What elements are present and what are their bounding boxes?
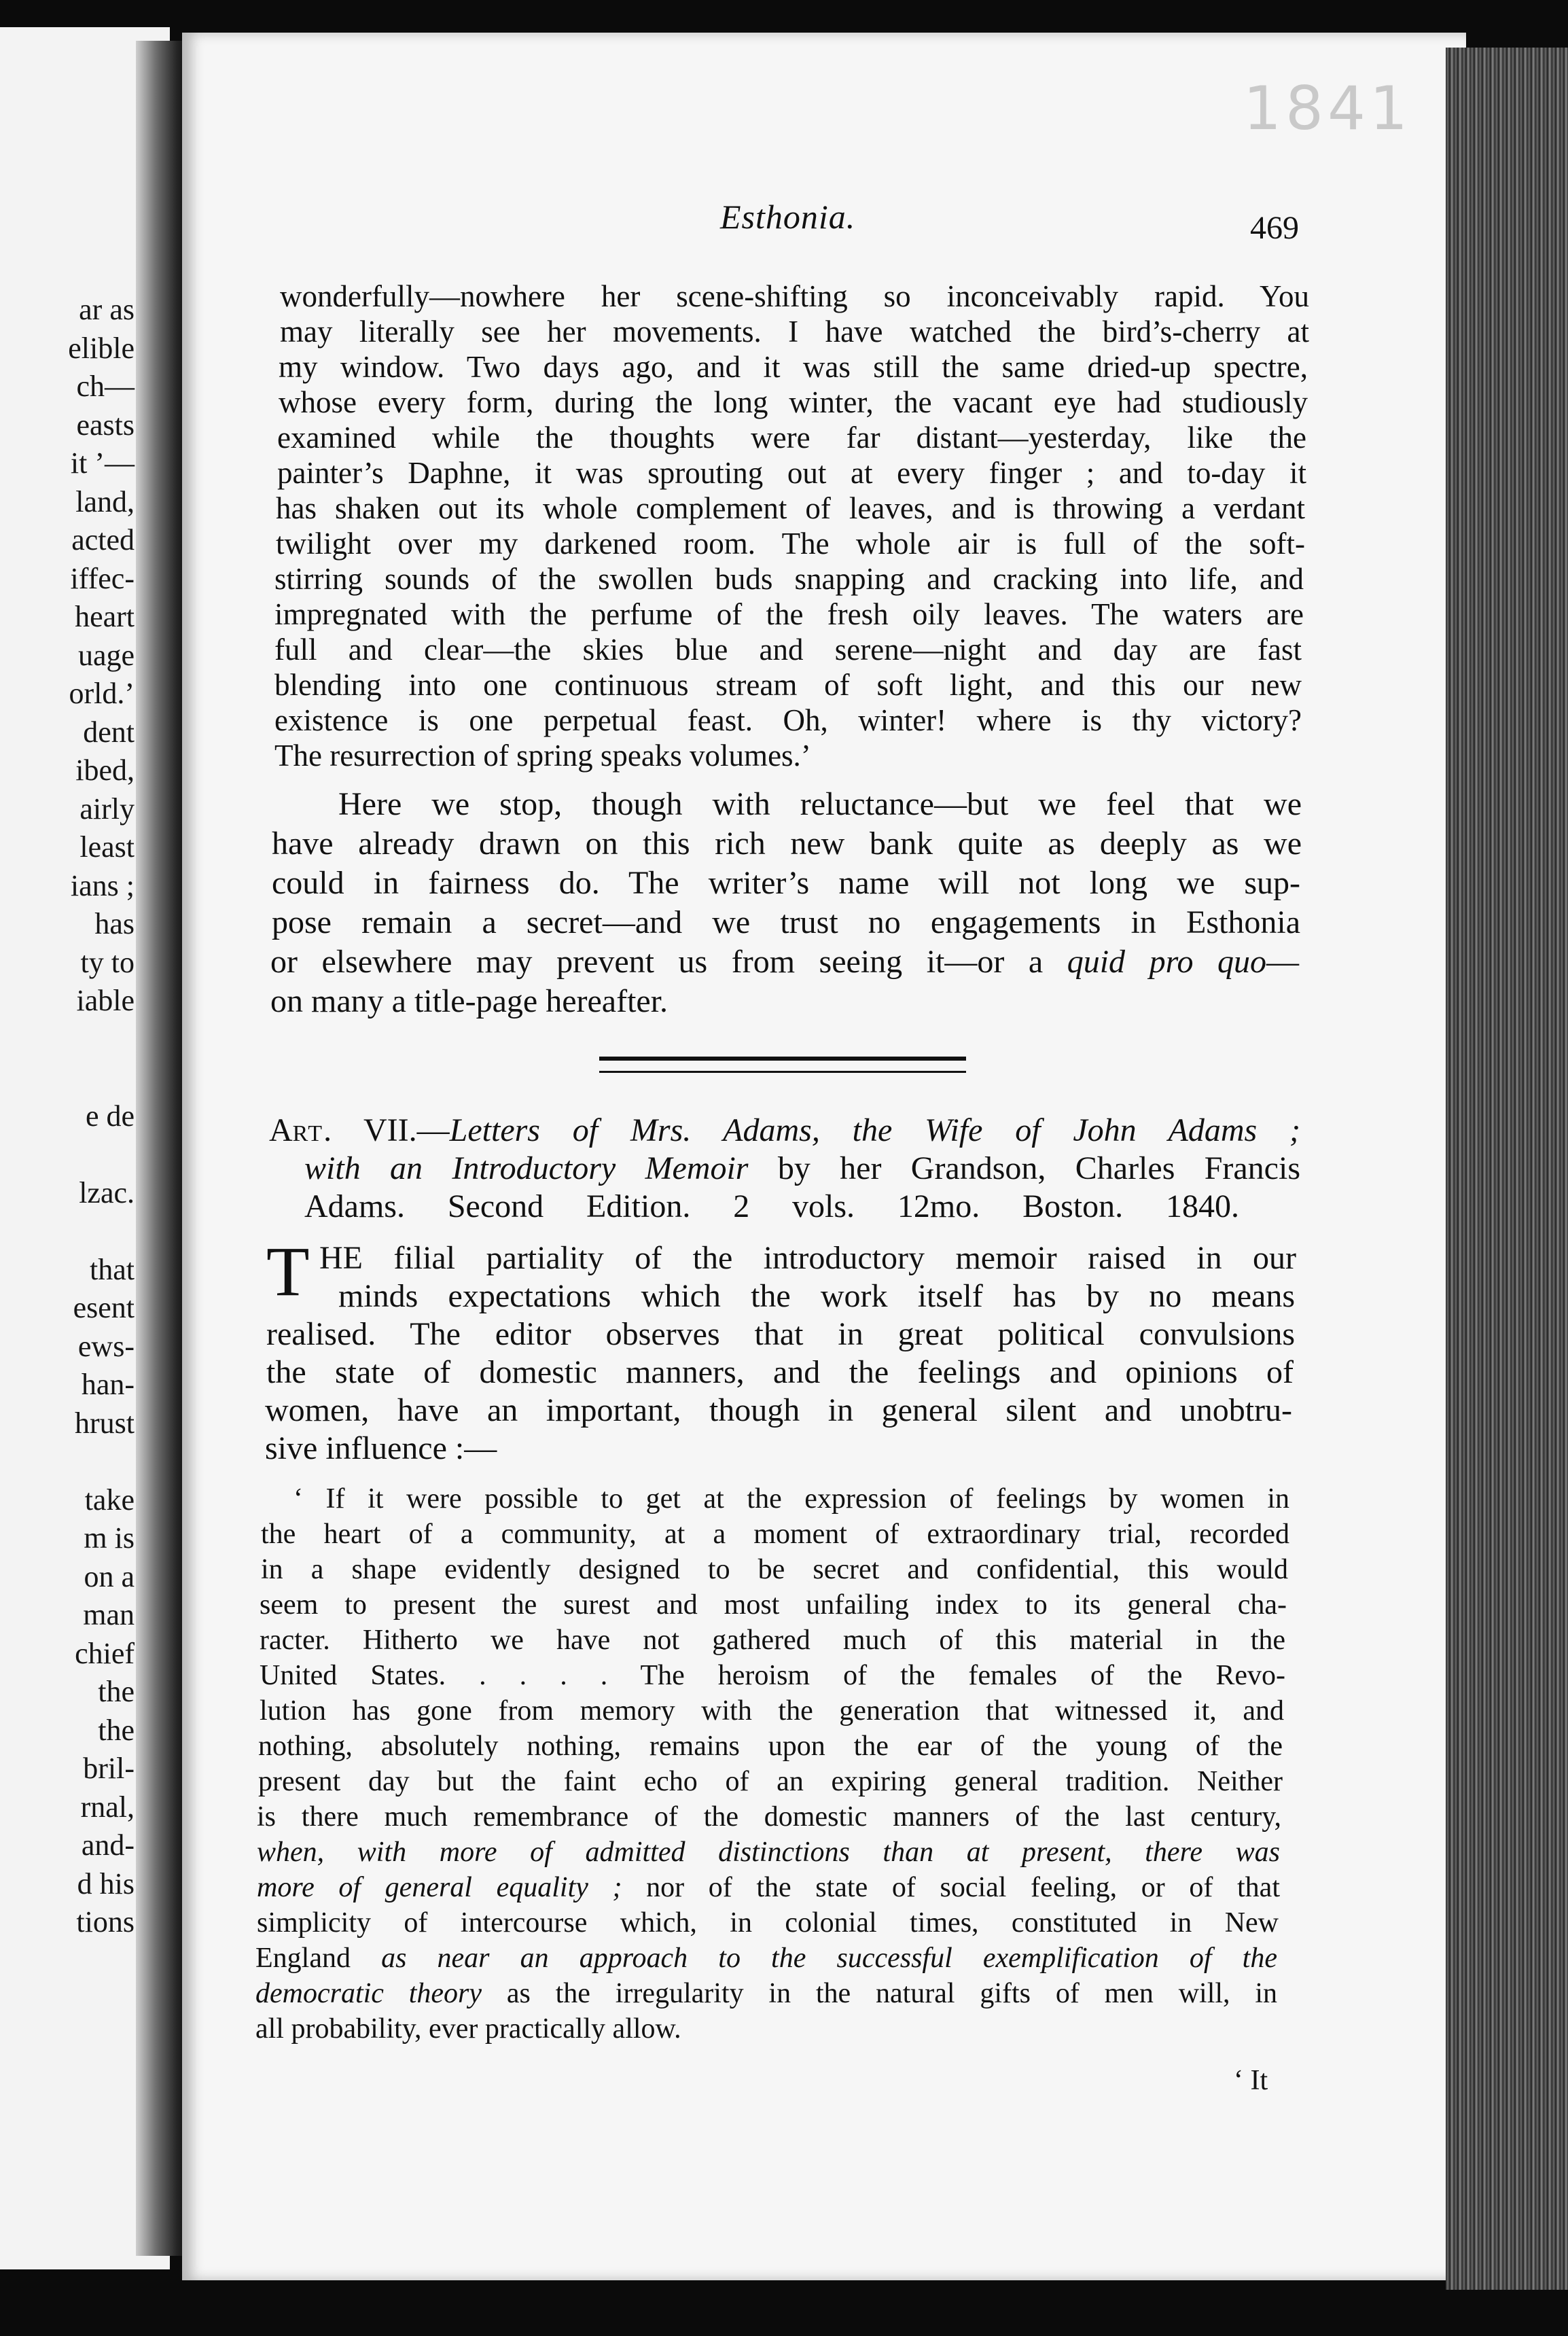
text-line: twilight over my darkened room. The whole air is full of the soft- xyxy=(276,527,1305,561)
left-page-fragment: airly xyxy=(79,792,135,826)
text-line: in a shape evidently designed to be secret and confidential, this would xyxy=(261,1554,1288,1585)
left-page-fragment: take xyxy=(84,1483,135,1517)
text-line: could in fairness do. The writer’s name will not long we sup- xyxy=(272,865,1300,901)
text-line: blending into one continuous stream of soft light, and this our new xyxy=(274,668,1302,702)
text-line: United States. . . . . The heroism of the females of the Revo- xyxy=(260,1660,1285,1691)
left-page-fragment: iffec- xyxy=(70,561,135,595)
text-line: on many a title-page hereafter. xyxy=(270,983,669,1019)
left-page-fragment: man xyxy=(83,1598,135,1631)
left-page-fragment: m is xyxy=(84,1521,135,1555)
text-line: England as near an approach to the successful exemplification of the xyxy=(255,1943,1277,1974)
text-line: lution has gone from memory with the generation that witnessed it, and xyxy=(260,1695,1284,1727)
left-page-fragment: the xyxy=(98,1713,135,1747)
left-page-fragment: dent xyxy=(83,715,135,749)
left-page-fragment: ibed, xyxy=(75,754,135,787)
text-line: Here we stop, though with reluctance—but we feel that we xyxy=(338,786,1302,822)
left-page-fragment: acted xyxy=(71,523,135,556)
left-page-fragment: ar as xyxy=(79,293,135,326)
left-page-fragment: hrust xyxy=(75,1406,135,1440)
article-heading: ART. VII.—Letters of Mrs. Adams, the Wife of John Adams ; xyxy=(269,1112,1300,1148)
text-line: racter. Hitherto we have not gathered much of this material in the xyxy=(260,1625,1285,1656)
text-line: the heart of a community, at a moment of extraordinary trial, recorded xyxy=(261,1519,1289,1550)
left-page-fragment: ty to xyxy=(80,945,135,979)
left-page-fragment: d his xyxy=(77,1866,135,1900)
text-line: pose remain a secret—and we trust no engagements in Esthonia xyxy=(272,904,1300,940)
text-line: democratic theory as the irregularity in the natural gifts of men will, in xyxy=(255,1978,1277,2009)
text-line: The resurrection of spring speaks volumes.’ xyxy=(274,739,811,773)
left-page-fragment: han- xyxy=(81,1368,135,1401)
page-number: 469 xyxy=(1250,210,1299,246)
text-line: whose every form, during the long winter, the vacant eye had studiously xyxy=(279,385,1308,419)
left-page-fragment: and- xyxy=(81,1828,135,1862)
left-page-fragment: orld.’ xyxy=(69,677,135,710)
left-page-fragment: uage xyxy=(77,638,135,672)
text-line: existence is one perpetual feast. Oh, winter! where is thy victory? xyxy=(274,703,1302,737)
text-line: or elsewhere may prevent us from seeing it—or a quid pro quo— xyxy=(270,944,1299,980)
running-title: Esthonia. xyxy=(720,198,856,236)
text-line: nothing, absolutely nothing, remains upon the ear of the young of the xyxy=(258,1731,1283,1762)
left-page-fragment: has xyxy=(94,907,135,940)
drop-cap: T xyxy=(266,1233,310,1311)
catchword: ‘ It xyxy=(1234,2065,1268,2096)
left-page-fragment: tions xyxy=(76,1905,135,1939)
left-page-fragment: e de xyxy=(85,1099,135,1133)
left-page-fragment: that xyxy=(90,1252,135,1286)
text-line: has shaken out its whole complement of leaves, and is throwing a verdant xyxy=(276,491,1305,525)
left-page-fragment: easts xyxy=(76,408,135,442)
text-line: have already drawn on this rich new bank quite as deeply as we xyxy=(272,826,1302,862)
text-line: HE filial partiality of the introductory memoir raised in our xyxy=(319,1240,1296,1276)
text-line: impregnated with the perfume of the fresh oily leaves. The waters are xyxy=(274,597,1304,631)
article-heading: with an Introductory Memoir by her Grandson, Charles Francis xyxy=(304,1150,1301,1186)
handwritten-annotation: 1841 xyxy=(1243,73,1412,143)
section-rule xyxy=(599,1057,966,1061)
section-rule xyxy=(599,1071,966,1073)
left-page-fragment: ians ; xyxy=(70,868,135,902)
left-page-fragment: least xyxy=(79,830,135,864)
text-line: sive influence :— xyxy=(265,1430,497,1466)
text-line: realised. The editor observes that in great political convulsions xyxy=(266,1316,1295,1352)
left-page-fragment: it ’— xyxy=(70,446,135,480)
left-page-fragment: on a xyxy=(84,1559,135,1593)
text-line: my window. Two days ago, and it was still the same dried-up spectre, xyxy=(279,350,1308,384)
article-heading: Adams. Second Edition. 2 vols. 12mo. Boston. 1840. xyxy=(304,1188,1239,1224)
left-page-fragment: esent xyxy=(73,1291,135,1324)
text-line: stirring sounds of the swollen buds snapping and cracking into life, and xyxy=(274,562,1304,596)
left-page-fragment: chief xyxy=(75,1636,135,1670)
text-line: more of general equality ; nor of the state of social feeling, or of that xyxy=(257,1872,1280,1903)
text-line: painter’s Daphne, it was sprouting out at every finger ; and to-day it xyxy=(277,456,1306,490)
text-line: the state of domestic manners, and the feelings and opinions of xyxy=(266,1354,1294,1390)
left-page-fragment: bril- xyxy=(83,1752,135,1785)
left-page-fragment: lzac. xyxy=(79,1175,135,1209)
left-page-fragment: ch— xyxy=(76,370,135,403)
text-line: may literally see her movements. I have watched the bird’s-cherry at xyxy=(280,315,1309,349)
text-line: present day but the faint echo of an expiring general tradition. Neither xyxy=(258,1766,1283,1797)
text-line: full and clear—the skies blue and serene—night and day are fast xyxy=(274,633,1302,667)
text-line: is there much remembrance of the domestic manners of the last century, xyxy=(257,1801,1281,1833)
left-page-fragment: elible xyxy=(68,331,135,365)
text-line: all probability, ever practically allow. xyxy=(255,2013,681,2045)
text-line: minds expectations which the work itself has by no means xyxy=(338,1278,1295,1314)
left-page-fragment: ews- xyxy=(77,1329,135,1363)
text-line: when, with more of admitted distinctions than at present, there was xyxy=(257,1837,1280,1868)
left-page-fragment: the xyxy=(98,1675,135,1708)
text-line: women, have an important, though in general silent and unobtru- xyxy=(265,1392,1292,1428)
text-line: examined while the thoughts were far distant—yesterday, like the xyxy=(277,421,1306,455)
text-line: ‘ If it were possible to get at the expression of feelings by women in xyxy=(293,1483,1289,1515)
page-edges xyxy=(1446,48,1568,2290)
text-line: seem to present the surest and most unfailing index to its general cha- xyxy=(260,1589,1287,1621)
book-gutter xyxy=(136,41,187,2256)
left-page-fragment: rnal, xyxy=(80,1790,135,1824)
text-line: wonderfully—nowhere her scene-shifting so inconceivably rapid. You xyxy=(280,279,1309,313)
text-line: simplicity of intercourse which, in colonial times, constituted in New xyxy=(257,1907,1279,1939)
left-page-fragment: iable xyxy=(76,984,135,1017)
left-page-fragment: heart xyxy=(75,600,135,633)
left-page-fragment: land, xyxy=(75,484,135,518)
